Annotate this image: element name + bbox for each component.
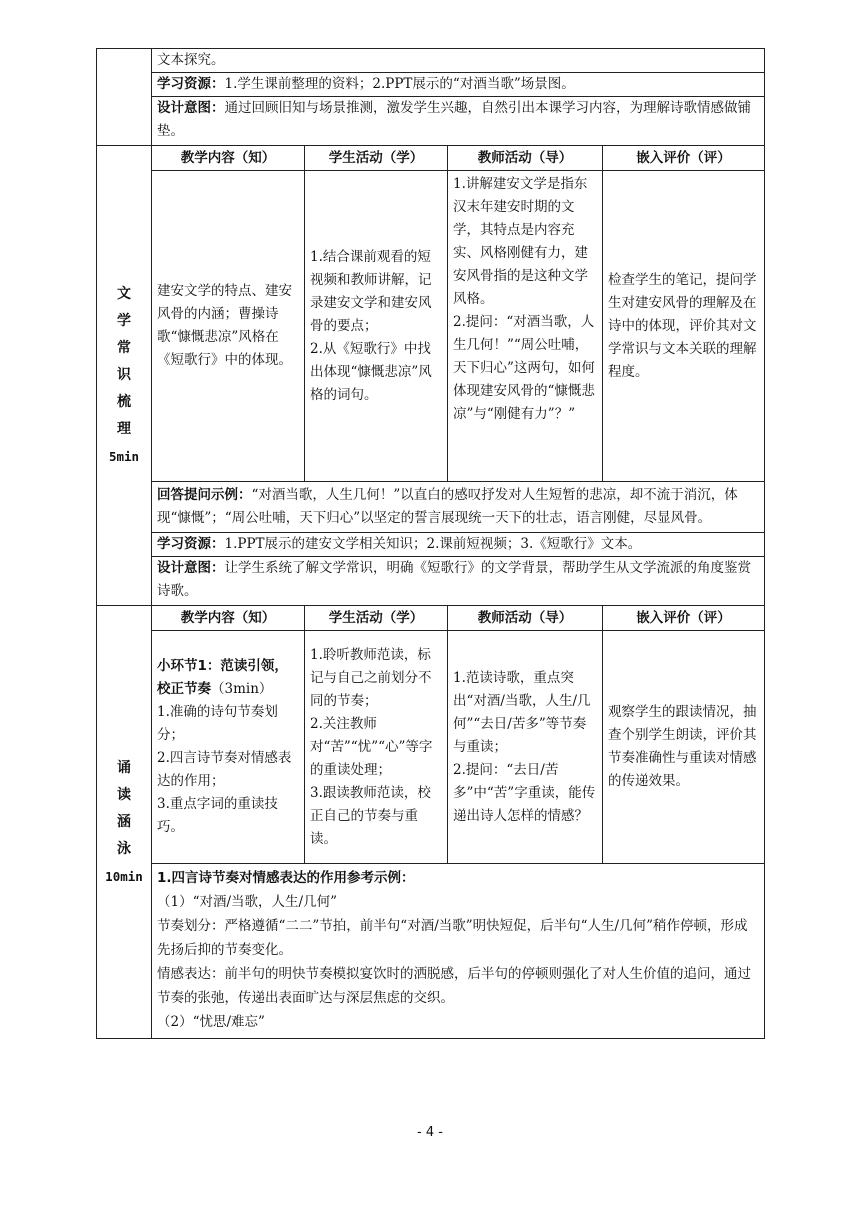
side-cell-empty — [97, 49, 152, 146]
reference-item-3: 情感表达：前半句的明快节奏模拟宴饮时的洒脱感，后半句的停顿则强化了对人生价值的追问，通过节奏的张弛，传递出表面旷达与深层焦虑的交织。 — [157, 966, 751, 1006]
header-eval-3: 嵌入评价（评） — [603, 606, 765, 631]
eval-text-3: 观察学生的跟读情况，抽查个别学生朗读，评价其节奏准确性与重读对情感的传递效果。 — [608, 704, 757, 789]
answer-cell — [152, 482, 765, 533]
answer-label: 回答提问示例： — [157, 487, 252, 503]
intent-cell-2 — [152, 557, 765, 606]
content-cell-2 — [152, 171, 305, 482]
teacher-item-2: 2.提问：“对酒当歌，人生几何！”“周公吐哺，天下归心”这两句，如何体现建安风骨的“慷慨悲凉”与“刚健有力”？” — [453, 314, 595, 422]
answer-text: “对酒当歌，人生几何！”以直白的感叹抒发对人生短暂的悲凉，却不流于消沉，体现“慷慨”；“周公吐哺，天下归心”以坚定的誓言展现统一天下的壮志，语言刚健，尽显风骨。 — [157, 487, 738, 526]
resources-cell-2 — [152, 533, 765, 557]
header-student: 学生活动（学） — [305, 146, 448, 171]
content-item-2: 2.四言诗节奏对情感表达的作用； — [157, 750, 292, 789]
reference-item-4: （2）“忧思/难忘” — [157, 1014, 265, 1030]
content-item-3: 3.重点字词的重读技巧。 — [157, 796, 278, 835]
intent-label: 设计意图： — [157, 100, 225, 116]
eval-cell-2 — [603, 171, 765, 482]
page-number: - 4 - — [417, 1125, 443, 1140]
eval-cell-3 — [603, 631, 765, 864]
student-cell-3 — [305, 631, 448, 864]
reference-title: 1.四言诗节奏对情感表达的作用参考示例： — [157, 870, 415, 886]
resources-label: 学习资源： — [157, 76, 225, 92]
activity-row-3 — [97, 631, 765, 864]
teacher-cell-3 — [448, 631, 603, 864]
row-intent-2 — [97, 557, 765, 606]
section-label-literature: 文学常识梳理 — [117, 286, 131, 437]
row-resources-1 — [97, 73, 765, 97]
content-item-1: 1.准确的诗句节奏划分； — [157, 704, 278, 743]
student-cell-2 — [305, 171, 448, 482]
reference-row — [97, 864, 765, 1039]
header-teacher-3: 教师活动（导） — [448, 606, 603, 631]
resources-text: 1.学生课前整理的资料；2.PPT展示的“对酒当歌”场景图。 — [224, 76, 575, 92]
content-title-3: 小环节1：范读引领，校正节奏 — [157, 658, 288, 697]
text-inquiry-cell — [152, 49, 765, 73]
lesson-plan-table — [96, 48, 765, 1039]
text-inquiry-text: 文本探究。 — [157, 52, 225, 68]
header-teacher: 教师活动（导） — [448, 146, 603, 171]
answer-row — [97, 482, 765, 533]
reference-cell — [152, 864, 765, 1039]
header-eval: 嵌入评价（评） — [603, 146, 765, 171]
resources-label-2: 学习资源： — [157, 536, 225, 552]
student-item-3-1: 1.聆听教师范读，标记与自己之前划分不同的节奏； — [310, 646, 432, 709]
intent-text: 通过回顾旧知与场景推测，激发学生兴趣，自然引出本课学习内容，为理解诗歌情感做铺垫。 — [157, 100, 751, 139]
row-resources-2 — [97, 533, 765, 557]
header-row-3 — [97, 606, 765, 631]
side-cell-literature — [97, 146, 152, 606]
teacher-cell-2 — [448, 171, 603, 482]
teacher-item-3-1: 1.范读诗歌，重点突出“对酒/当歌，人生/几何”“去日/苦多”等节奏与重读； — [453, 669, 591, 755]
intent-cell-1 — [152, 97, 765, 146]
header-row-2 — [97, 146, 765, 171]
student-item-3-3: 3.跟读教师范读，校正自己的节奏与重读。 — [310, 784, 431, 847]
content-text-2: 建安文学的特点、建安风骨的内涵；曹操诗歌“慷慨悲凉”风格在《短歌行》中的体现。 — [157, 283, 292, 368]
resources-text-2: 1.PPT展示的建安文学相关知识；2.课前短视频；3.《短歌行》文本。 — [224, 536, 642, 552]
resources-cell-1 — [152, 73, 765, 97]
eval-text-2: 检查学生的笔记，提问学生对建安风骨的理解及在诗中的体现，评价其对文学常识与文本关联的理解程度。 — [608, 271, 757, 380]
row-text-inquiry — [97, 49, 765, 73]
teacher-item-3-2: 2.提问：“去日/苦多”中“苦”字重读，能传递出诗人怎样的情感？ — [453, 761, 596, 824]
side-cell-recitation — [97, 606, 152, 1039]
row-intent-1 — [97, 97, 765, 146]
student-item-3-2: 2.关注教师对“苦”“忧”“心”等字的重读处理； — [310, 715, 433, 778]
reference-item-1: （1）“对酒/当歌，人生/几何” — [157, 894, 337, 910]
teacher-item-1: 1.讲解建安文学是指东汉末年建安时期的文学，其特点是内容充实、风格刚健有力，建安风骨指的是这种文学风格。 — [453, 176, 588, 307]
section-label-recitation: 诵读涵泳 — [117, 759, 131, 857]
student-item-2: 2.从《短歌行》中找出体现“慷慨悲凉”风格的词句。 — [310, 340, 432, 403]
reference-item-2: 节奏划分：严格遵循“二二”节拍，前半句“对酒/当歌”明快短促，后半句“人生/几何”稍作停顿，形成先扬后抑的节奏变化。 — [157, 918, 748, 958]
content-time-3: （3min） — [211, 681, 273, 697]
header-content-3: 教学内容（知） — [152, 606, 305, 631]
section-duration-literature: 5min — [108, 449, 140, 464]
content-cell-3 — [152, 631, 305, 864]
header-student-3: 学生活动（学） — [305, 606, 448, 631]
activity-row-2 — [97, 171, 765, 482]
student-item-1: 1.结合课前观看的短视频和教师讲解，记录建安文学和建安风骨的要点； — [310, 248, 432, 334]
header-content: 教学内容（知） — [152, 146, 305, 171]
intent-text-2: 让学生系统了解文学常识，明确《短歌行》的文学背景，帮助学生从文学流派的角度鉴赏诗歌。 — [157, 560, 751, 599]
intent-label-2: 设计意图： — [157, 560, 225, 576]
section-duration-recitation: 10min — [105, 868, 143, 884]
lesson-plan-table-wrapper — [96, 48, 764, 1039]
